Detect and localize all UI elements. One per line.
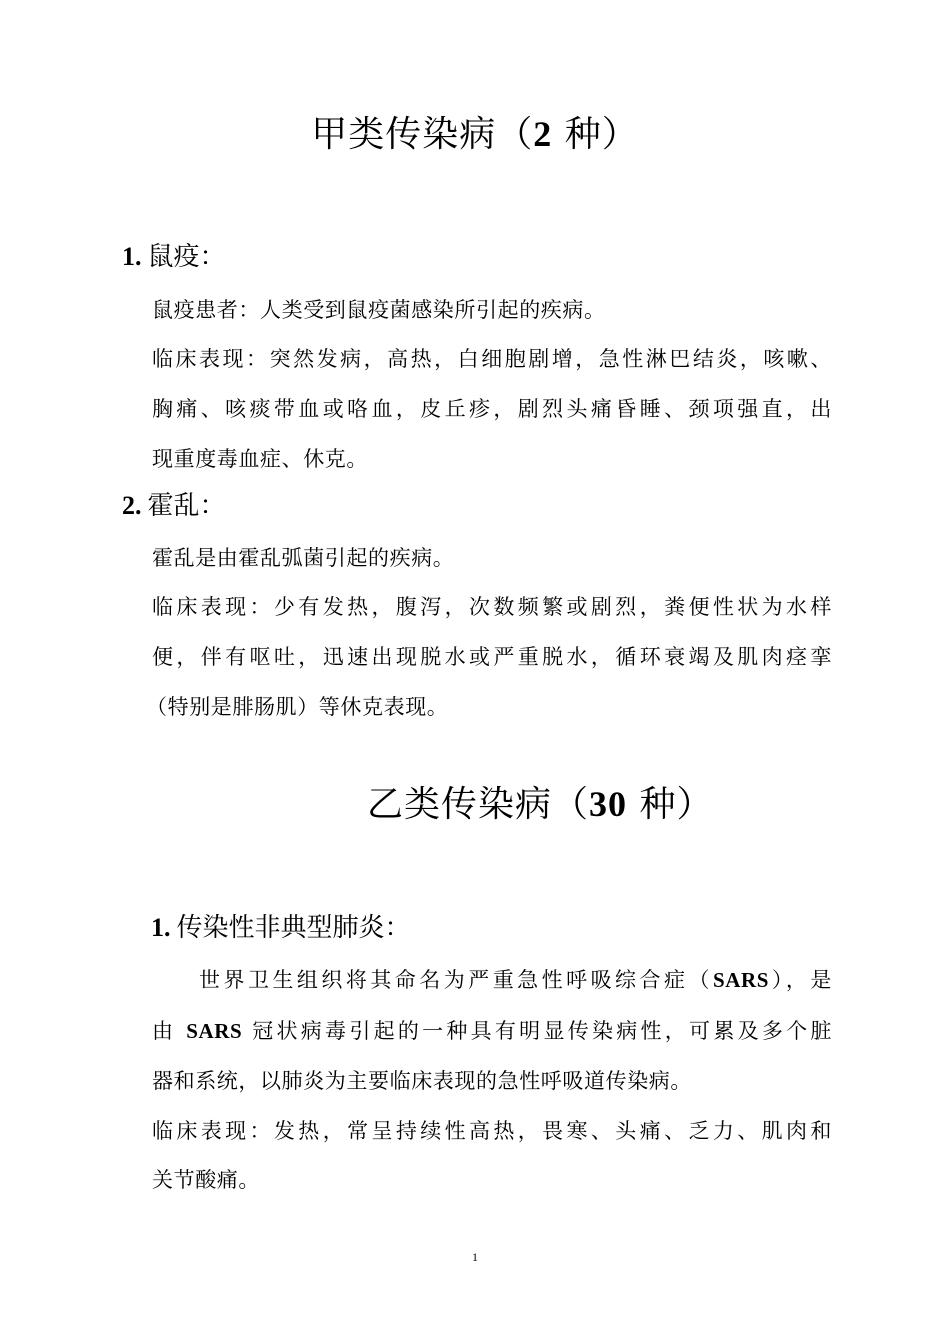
section-a-title-count: 2 [533, 114, 553, 154]
sars-abbrev: SARS [186, 1019, 243, 1043]
section-a-title-suffix: 种） [552, 114, 639, 155]
paragraph-line: 关节酸痛。 [152, 1168, 260, 1192]
paragraph-line: 鼠疫患者：人类受到鼠疫菌感染所引起的疾病。 [152, 298, 606, 322]
text-run: 由 [152, 1019, 187, 1043]
paragraph-line: 临床表现：突然发病，高热，白细胞剧增，急性淋巴结炎，咳嗽、 [152, 347, 832, 371]
text-run: 冠状病毒引起的一种具有明显传染病性，可累及多个脏 [242, 1019, 832, 1043]
paragraph-line: 器和系统，以肺炎为主要临床表现的急性呼吸道传染病。 [152, 1069, 692, 1093]
disease-number: 1. [122, 242, 142, 271]
paragraph-line: 霍乱是由霍乱弧菌引起的疾病。 [152, 546, 455, 570]
paragraph-line [199, 967, 832, 993]
paragraph-line: 现重度毒血症、休克。 [152, 447, 368, 471]
paragraph-line: （特别是腓肠肌）等休克表现。 [146, 695, 449, 719]
paragraph-line: 胸痛、咳痰带血或咯血，皮丘疹，剧烈头痛昏睡、颈项强直，出 [152, 397, 832, 421]
disease-heading-sars [151, 912, 411, 944]
disease-number: 1. [151, 913, 171, 942]
section-a-title [0, 112, 950, 157]
text-run: 世界卫生组织将其命名为严重急性呼吸综合症（ [199, 968, 713, 992]
paragraph-line: 便，伴有呕吐，迅速出现脱水或严重脱水，循环衰竭及肌肉痉挛 [152, 645, 832, 669]
section-b-title-count: 30 [589, 784, 628, 824]
disease-number: 2. [122, 491, 142, 520]
section-b-title-text: 乙类传染病（ [367, 784, 590, 825]
disease-heading-cholera [122, 490, 226, 522]
sars-abbrev: SARS [712, 968, 770, 992]
section-a-title-text: 甲类传染病（ [311, 114, 534, 155]
paragraph-line: 临床表现：发热，常呈持续性高热，畏寒、头痛、乏力、肌肉和 [152, 1119, 832, 1143]
disease-name: 霍乱： [147, 491, 226, 521]
disease-name: 传染性非典型肺炎： [176, 913, 411, 943]
section-b-title [367, 782, 713, 827]
page-number: 1 [472, 1250, 478, 1264]
paragraph-line: 临床表现：少有发热，腹泻，次数频繁或剧烈，粪便性状为水样 [152, 595, 832, 619]
paragraph-line [152, 1018, 832, 1044]
disease-heading-plague [122, 241, 226, 273]
disease-name: 鼠疫： [147, 242, 226, 272]
section-b-title-suffix: 种） [627, 784, 714, 825]
text-run: ），是 [769, 968, 832, 992]
